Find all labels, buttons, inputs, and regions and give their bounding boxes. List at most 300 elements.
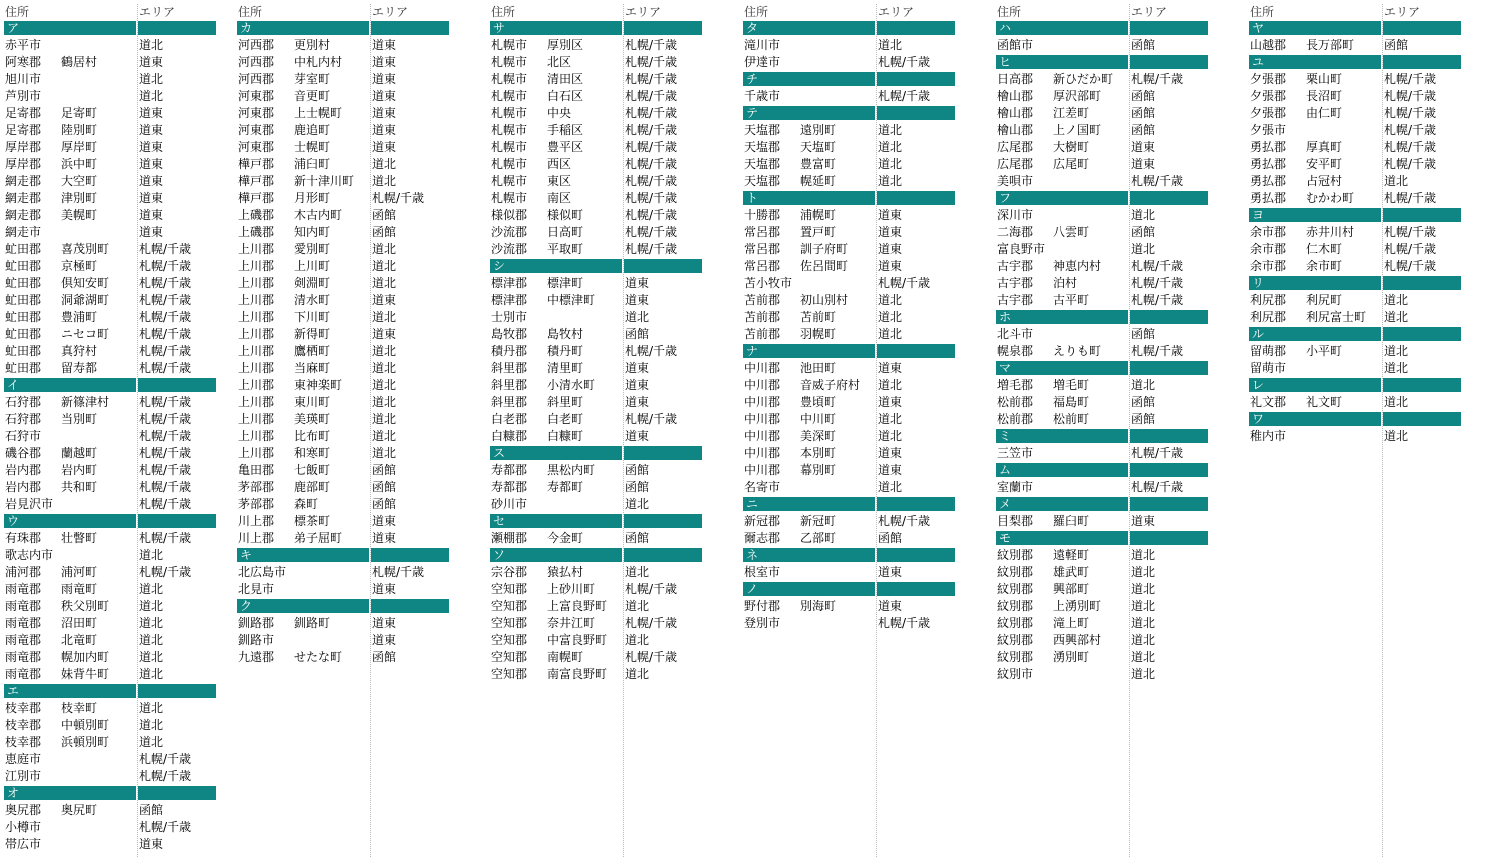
area-cell: 道北 [1384, 361, 1409, 375]
kana-bar [237, 548, 369, 562]
area-cell: 札幌/千歳 [1131, 293, 1184, 307]
address-town: 厚岸町 [61, 140, 98, 154]
address-town: 幕別町 [800, 463, 837, 477]
table-row [743, 394, 973, 411]
address-town: 上ノ国町 [1053, 123, 1102, 137]
table-row [1249, 71, 1479, 88]
area-cell: 札幌/千歳 [1384, 157, 1437, 171]
kana-label: ナ [746, 344, 759, 358]
table-row [237, 462, 467, 479]
kana-bar [624, 548, 702, 562]
area-cell: 道北 [139, 38, 164, 52]
address-town: 幌加内町 [61, 650, 110, 664]
address-town: 当別町 [61, 412, 98, 426]
table-row [996, 275, 1226, 292]
kana-bar [1383, 378, 1461, 392]
area-cell: 道東 [372, 531, 397, 545]
address-district: 樺戸郡 [238, 157, 275, 171]
address-town: 赤井川村 [1306, 225, 1355, 239]
table-row [237, 496, 467, 513]
area-cell: 道東 [625, 293, 650, 307]
table-row [237, 326, 467, 343]
address-district: 瀬棚郡 [491, 531, 528, 545]
area-cell: 札幌/千歳 [139, 259, 192, 273]
kana-bar [624, 259, 702, 273]
address-district: 根室市 [744, 565, 781, 579]
address-district: 勇払郡 [1250, 140, 1287, 154]
address-town: 比布町 [294, 429, 331, 443]
kana-bar [877, 344, 955, 358]
address-town: 厚別区 [547, 38, 584, 52]
address-town: 湧別町 [1053, 650, 1090, 664]
address-town: 白老町 [547, 412, 584, 426]
header-address: 住所 [744, 5, 769, 19]
kana-group-header [4, 378, 234, 392]
address-town: 礼文町 [1306, 395, 1343, 409]
address-district: 川上郡 [238, 514, 275, 528]
address-district: 紋別郡 [997, 633, 1034, 647]
address-district: 岩見沢市 [5, 497, 54, 511]
address-district: 九遠郡 [238, 650, 275, 664]
address-district: 空知郡 [491, 599, 528, 613]
column-header [237, 4, 467, 20]
area-cell: 道東 [139, 208, 164, 222]
table-row [743, 173, 973, 190]
address-town: 蘭越町 [61, 446, 98, 460]
kana-bar [624, 21, 702, 35]
table-row [237, 649, 467, 666]
address-district: 三笠市 [997, 446, 1034, 460]
area-cell: 道東 [878, 259, 903, 273]
address-town: 厚沢部町 [1053, 89, 1102, 103]
address-district: 島牧郡 [491, 327, 528, 341]
table-row [743, 530, 973, 547]
address-district: 北見市 [238, 582, 275, 596]
address-town: 留寿都 [61, 361, 98, 375]
address-district: 苫前郡 [744, 327, 781, 341]
address-district: 古宇郡 [997, 276, 1034, 290]
address-district: 札幌市 [491, 140, 528, 154]
kana-group-header [743, 548, 973, 562]
area-cell: 函館 [625, 327, 650, 341]
kana-group-header [996, 310, 1226, 324]
kana-label: ハ [999, 21, 1012, 35]
area-cell: 道東 [625, 378, 650, 392]
address-district: 虻田郡 [5, 310, 42, 324]
address-district: 虻田郡 [5, 361, 42, 375]
address-district: 松前郡 [997, 395, 1034, 409]
address-district: 石狩市 [5, 429, 42, 443]
address-district: 札幌市 [491, 174, 528, 188]
table-row [996, 649, 1226, 666]
address-district: 紋別郡 [997, 650, 1034, 664]
area-cell: 札幌/千歳 [625, 208, 678, 222]
address-town: 長沼町 [1306, 89, 1343, 103]
kana-group-header [237, 548, 467, 562]
address-district: 上川郡 [238, 242, 275, 256]
area-cell: 道北 [372, 395, 397, 409]
table-row [4, 224, 234, 241]
area-cell: 札幌/千歳 [1384, 89, 1437, 103]
address-district: 釧路郡 [238, 616, 275, 630]
area-cell: 道東 [372, 89, 397, 103]
table-row [490, 156, 720, 173]
area-cell: 札幌/千歳 [625, 344, 678, 358]
area-cell: 札幌/千歳 [1131, 276, 1184, 290]
address-town: 黒松内町 [547, 463, 596, 477]
kana-bar [1130, 21, 1208, 35]
table-row [490, 173, 720, 190]
area-cell: 札幌/千歳 [139, 344, 192, 358]
area-cell: 道北 [139, 633, 164, 647]
kana-group-header [996, 21, 1226, 35]
table-row [743, 224, 973, 241]
address-town: 西区 [547, 157, 572, 171]
header-area: エリア [625, 5, 662, 19]
address-district: 紋別郡 [997, 582, 1034, 596]
area-cell: 札幌/千歳 [1384, 242, 1437, 256]
address-district: 標津郡 [491, 276, 528, 290]
kana-group-header [4, 514, 234, 528]
address-town: 東区 [547, 174, 572, 188]
kana-bar [743, 344, 875, 358]
kana-label: ユ [1252, 55, 1265, 69]
kana-bar [1249, 55, 1381, 69]
kana-bar [1130, 55, 1208, 69]
table-row [4, 564, 234, 581]
kana-bar [1130, 531, 1208, 545]
address-district: 苫前郡 [744, 310, 781, 324]
table-row [743, 360, 973, 377]
kana-bar [877, 548, 955, 562]
kana-group-header [743, 72, 973, 86]
kana-group-header [743, 497, 973, 511]
kana-bar [877, 582, 955, 596]
table-row [4, 71, 234, 88]
address-town: 本別町 [800, 446, 837, 460]
address-town: 浜頓別町 [61, 735, 110, 749]
table-row [1249, 428, 1479, 445]
area-cell: 道北 [372, 259, 397, 273]
table-row [490, 122, 720, 139]
address-town: 豊平区 [547, 140, 584, 154]
area-cell: 道東 [625, 429, 650, 443]
area-cell: 函館 [625, 463, 650, 477]
table-row [4, 292, 234, 309]
address-town: 月形町 [294, 191, 331, 205]
area-cell: 道北 [139, 89, 164, 103]
kana-label: ク [240, 599, 253, 613]
table-row [237, 581, 467, 598]
area-cell: 札幌/千歳 [139, 276, 192, 290]
area-cell: 札幌/千歳 [139, 242, 192, 256]
kana-bar [996, 463, 1128, 477]
table-row [743, 615, 973, 632]
address-district: 古宇郡 [997, 293, 1034, 307]
table-row [996, 292, 1226, 309]
address-district: 檜山郡 [997, 89, 1034, 103]
kana-bar [743, 548, 875, 562]
area-cell: 札幌/千歳 [625, 89, 678, 103]
table-row [490, 496, 720, 513]
address-district: 寿都郡 [491, 463, 528, 477]
address-district: 増毛郡 [997, 378, 1034, 392]
kana-label: イ [7, 378, 20, 392]
kana-bar [138, 684, 216, 698]
area-cell: 札幌/千歳 [139, 361, 192, 375]
table-row [490, 343, 720, 360]
address-district: 河東郡 [238, 140, 275, 154]
table-row [237, 207, 467, 224]
address-town: 東神楽町 [294, 378, 343, 392]
area-cell: 道北 [372, 276, 397, 290]
area-cell: 道北 [1384, 344, 1409, 358]
area-cell: 道東 [625, 276, 650, 290]
kana-bar [490, 514, 622, 528]
column-header [996, 4, 1226, 20]
address-district: 砂川市 [491, 497, 528, 511]
address-district: 留萌市 [1250, 361, 1287, 375]
area-cell: 道北 [1384, 395, 1409, 409]
address-district: 雨竜郡 [5, 616, 42, 630]
address-town: 上川町 [294, 259, 331, 273]
address-district: 亀田郡 [238, 463, 275, 477]
address-town: 池田町 [800, 361, 837, 375]
area-cell: 道北 [139, 650, 164, 664]
area-cell: 札幌/千歳 [372, 191, 425, 205]
area-cell: 道東 [372, 327, 397, 341]
address-district: 中川郡 [744, 463, 781, 477]
area-cell: 札幌/千歳 [1384, 225, 1437, 239]
kana-group-header [743, 582, 973, 596]
table-row [490, 224, 720, 241]
kana-label: ス [493, 446, 506, 460]
area-cell: 道北 [1131, 565, 1156, 579]
kana-label: リ [1252, 276, 1265, 290]
kana-bar [4, 786, 136, 800]
address-district: 雨竜郡 [5, 599, 42, 613]
address-town: 豊浦町 [61, 310, 98, 324]
kana-label: セ [493, 514, 506, 528]
area-cell: 道東 [1131, 140, 1156, 154]
address-town: 上砂川町 [547, 582, 596, 596]
address-district: 歌志内市 [5, 548, 54, 562]
area-cell: 函館 [1131, 395, 1156, 409]
kana-bar [1130, 429, 1208, 443]
address-town: 音更町 [294, 89, 331, 103]
address-district: 茅部郡 [238, 497, 275, 511]
address-town: 東川町 [294, 395, 331, 409]
area-cell: 函館 [372, 463, 397, 477]
area-cell: 道東 [878, 361, 903, 375]
table-row [4, 54, 234, 71]
table-row [490, 462, 720, 479]
area-cell: 道北 [1131, 582, 1156, 596]
kana-bar [1249, 412, 1381, 426]
address-district: 利尻郡 [1250, 293, 1287, 307]
address-town: 中川町 [800, 412, 837, 426]
address-district: 檜山郡 [997, 106, 1034, 120]
address-town: 浦臼町 [294, 157, 331, 171]
kana-bar [877, 497, 955, 511]
area-cell: 函館 [139, 803, 164, 817]
area-cell: 道北 [1131, 242, 1156, 256]
table-row [996, 598, 1226, 615]
kana-label: ソ [493, 548, 506, 562]
table-row [490, 649, 720, 666]
area-cell: 道北 [139, 701, 164, 715]
table-row [4, 734, 234, 751]
address-district: 虻田郡 [5, 259, 42, 273]
table-row [996, 445, 1226, 462]
address-district: 網走市 [5, 225, 42, 239]
area-cell: 道北 [878, 429, 903, 443]
area-cell: 札幌/千歳 [625, 616, 678, 630]
address-district: 中川郡 [744, 395, 781, 409]
table-row [490, 54, 720, 71]
area-cell: 道北 [372, 446, 397, 460]
table-row [237, 54, 467, 71]
table-column [4, 4, 234, 853]
area-cell: 札幌/千歳 [625, 157, 678, 171]
table-row [490, 598, 720, 615]
table-row [4, 360, 234, 377]
kana-bar [996, 361, 1128, 375]
kana-bar [1249, 276, 1381, 290]
address-town: 喜茂別町 [61, 242, 110, 256]
table-row [996, 88, 1226, 105]
kana-bar [877, 21, 955, 35]
address-district: 浦河郡 [5, 565, 42, 579]
table-row [490, 394, 720, 411]
kana-group-header [490, 514, 720, 528]
kana-bar [624, 446, 702, 460]
address-town: 中頓別町 [61, 718, 110, 732]
kana-group-header [4, 684, 234, 698]
address-district: 紋別郡 [997, 565, 1034, 579]
table-column [1249, 4, 1479, 445]
table-row [4, 462, 234, 479]
kana-group-header [743, 21, 973, 35]
address-town: 羽幌町 [800, 327, 837, 341]
table-row [4, 836, 234, 853]
header-area: エリア [1131, 5, 1168, 19]
address-district: 夕張郡 [1250, 72, 1287, 86]
area-cell: 道北 [1131, 633, 1156, 647]
table-row [996, 666, 1226, 683]
address-town: 和寒町 [294, 446, 331, 460]
address-town: 浦幌町 [800, 208, 837, 222]
table-row [996, 547, 1226, 564]
kana-bar [996, 55, 1128, 69]
kana-bar [877, 106, 955, 120]
table-row [237, 37, 467, 54]
area-cell: 道北 [139, 548, 164, 562]
area-cell: 札幌/千歳 [1131, 174, 1184, 188]
address-town: 鹿部町 [294, 480, 331, 494]
address-district: 雨竜郡 [5, 650, 42, 664]
area-cell: 道北 [878, 174, 903, 188]
area-cell: 道北 [878, 378, 903, 392]
address-district: 雨竜郡 [5, 667, 42, 681]
address-town: 小平町 [1306, 344, 1343, 358]
table-column [237, 4, 467, 666]
table-row [490, 71, 720, 88]
address-district: 夕張郡 [1250, 89, 1287, 103]
table-row [490, 105, 720, 122]
kana-label: ア [7, 21, 20, 35]
kana-bar [4, 378, 136, 392]
area-cell: 道東 [878, 395, 903, 409]
table-row [237, 275, 467, 292]
kana-bar [490, 446, 622, 460]
address-town: 知内町 [294, 225, 331, 239]
address-district: 旭川市 [5, 72, 42, 86]
address-district: 札幌市 [491, 55, 528, 69]
table-row [490, 530, 720, 547]
kana-bar [624, 514, 702, 528]
area-cell: 道東 [878, 208, 903, 222]
area-cell: 道北 [625, 310, 650, 324]
kana-bar [996, 21, 1128, 35]
table-row [996, 343, 1226, 360]
table-row [996, 615, 1226, 632]
table-row [1249, 173, 1479, 190]
kana-group-header [1249, 412, 1479, 426]
area-cell: 函館 [878, 531, 903, 545]
address-district: 足寄郡 [5, 123, 42, 137]
kana-bar [743, 582, 875, 596]
kana-group-header [1249, 276, 1479, 290]
area-cell: 札幌/千歳 [139, 446, 192, 460]
table-row [1249, 224, 1479, 241]
address-district: 稚内市 [1250, 429, 1287, 443]
header-address: 住所 [997, 5, 1022, 19]
address-town: 白糠町 [547, 429, 584, 443]
area-cell: 札幌/千歳 [139, 463, 192, 477]
kana-label: ノ [746, 582, 759, 596]
table-row [743, 156, 973, 173]
table-row [996, 411, 1226, 428]
table-row [743, 479, 973, 496]
kana-bar [371, 548, 449, 562]
kana-group-header [743, 106, 973, 120]
area-cell: 道北 [139, 718, 164, 732]
table-row [996, 71, 1226, 88]
table-row [743, 564, 973, 581]
area-cell: 道北 [139, 599, 164, 613]
kana-group-header [490, 548, 720, 562]
address-town: 中札内村 [294, 55, 343, 69]
area-cell: 道東 [878, 565, 903, 579]
address-town: 新得町 [294, 327, 331, 341]
address-town: 北竜町 [61, 633, 98, 647]
area-cell: 道東 [139, 106, 164, 120]
table-row [743, 122, 973, 139]
address-district: 標津郡 [491, 293, 528, 307]
address-town: 浜中町 [61, 157, 98, 171]
address-district: 上川郡 [238, 276, 275, 290]
kana-bar [996, 497, 1128, 511]
address-district: 目梨郡 [997, 514, 1034, 528]
address-town: 浦河町 [61, 565, 98, 579]
table-row [490, 275, 720, 292]
area-cell: 札幌/千歳 [625, 412, 678, 426]
area-cell: 道東 [1131, 514, 1156, 528]
area-cell: 函館 [1131, 327, 1156, 341]
address-town: 置戸町 [800, 225, 837, 239]
area-cell: 札幌/千歳 [139, 497, 192, 511]
